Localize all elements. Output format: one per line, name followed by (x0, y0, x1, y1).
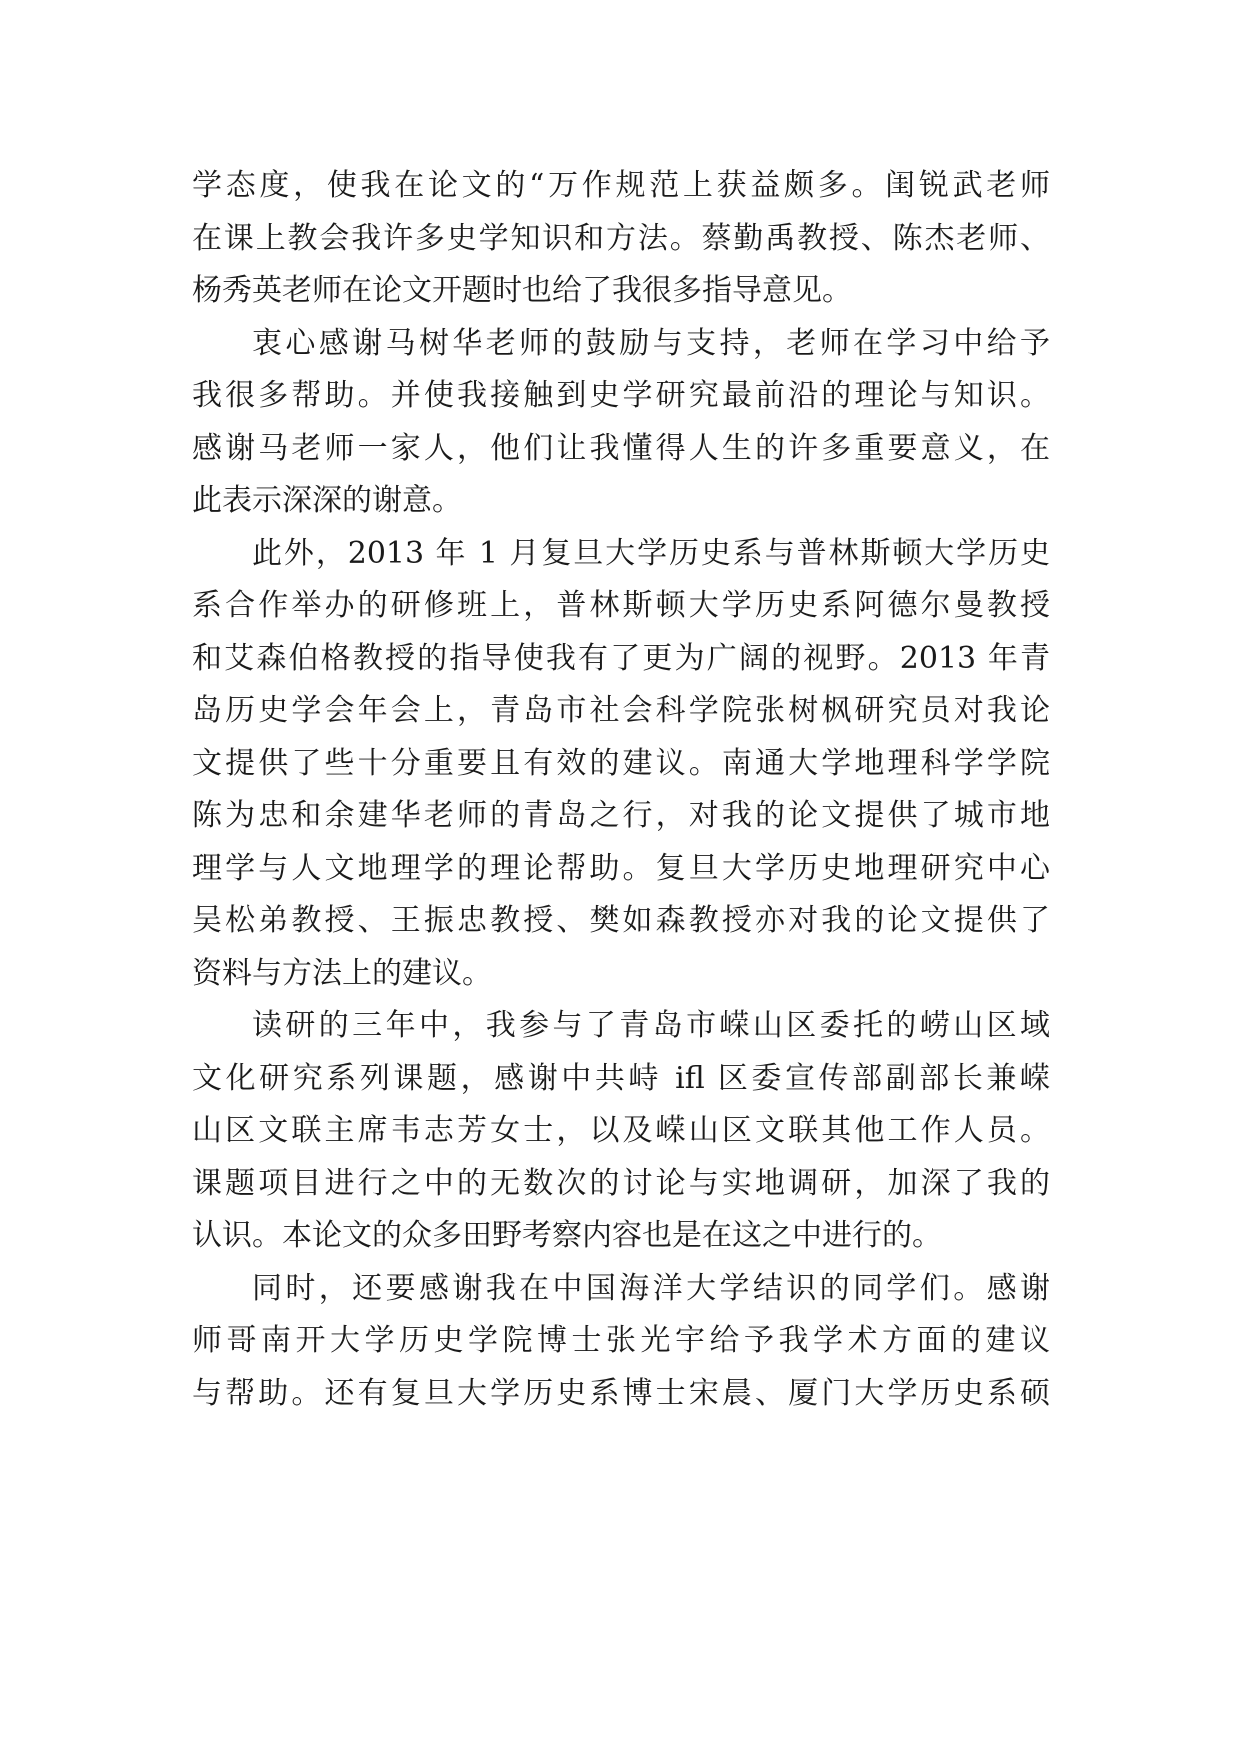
text-line: 在课上教会我许多史学知识和方法。蔡勤禹教授、陈杰老师、 (192, 220, 1050, 256)
paragraph (192, 528, 1050, 1001)
text-line: 感谢马老师一家人，他们让我懂得人生的许多重要意义，在 (192, 430, 1050, 466)
text-line: 资料与方法上的建议。 (192, 955, 492, 991)
paragraph (192, 1000, 1050, 1263)
text-line: 和艾森伯格教授的指导使我有了更为广阔的视野。2013 年青 (192, 640, 1050, 676)
text-line: 吴松弟教授、王振忠教授、樊如森教授亦对我的论文提供了 (192, 903, 1050, 938)
text-line: 师哥南开大学历史学院博士张光宇给予我学术方面的建议 (192, 1323, 1050, 1358)
text-line: 岛历史学会年会上，青岛市社会科学院张树枫研究员对我论 (192, 693, 1050, 728)
text-line: 课题项目进行之中的无数次的讨论与实地调研，加深了我的 (192, 1165, 1050, 1201)
text-line: 认识。本论文的众多田野考察内容也是在这之中进行的。 (192, 1218, 942, 1253)
text-line: 学态度，使我在论文的“万作规范上获益颇多。闺锐武老师 (192, 168, 1050, 203)
text-line: 与帮助。还有复旦大学历史系博士宋晨、厦门大学历史系硕 (192, 1375, 1050, 1411)
text-line: 杨秀英老师在论文开题时也给了我很多指导意见。 (192, 273, 852, 308)
paragraph (192, 318, 1050, 528)
text-line: 读研的三年中，我参与了青岛市嵘山区委托的崂山区域 (252, 1008, 1050, 1043)
text-line: 文化研究系列课题，感谢中共峙 ifl 区委宣传部副部长兼嵘 (192, 1060, 1050, 1096)
text-line: 文提供了些十分重要且有效的建议。南通大学地理科学学院 (192, 745, 1050, 781)
text-line: 此外，2013 年 1 月复旦大学历史系与普林斯顿大学历史 (252, 535, 1050, 571)
text-line: 系合作举办的研修班上，普林斯顿大学历史系阿德尔曼教授 (192, 588, 1050, 623)
body-text (192, 160, 1050, 1420)
text-line: 我很多帮助。并使我接触到史学研究最前沿的理论与知识。 (192, 378, 1050, 413)
text-line: 陈为忠和余建华老师的青岛之行，对我的论文提供了城市地 (192, 798, 1050, 833)
text-line: 山区文联主席韦志芳女士，以及嵘山区文联其他工作人员。 (192, 1113, 1050, 1148)
text-line: 此表示深深的谢意。 (192, 483, 462, 518)
paragraph (192, 1263, 1050, 1421)
text-line: 理学与人文地理学的理论帮助。复旦大学历史地理研究中心 (192, 850, 1050, 886)
paragraph (192, 160, 1050, 318)
text-line: 同时，还要感谢我在中国海洋大学结识的同学们。感谢 (252, 1270, 1050, 1306)
text-line: 衷心感谢马树华老师的鼓励与支持，老师在学习中给予 (252, 325, 1050, 361)
